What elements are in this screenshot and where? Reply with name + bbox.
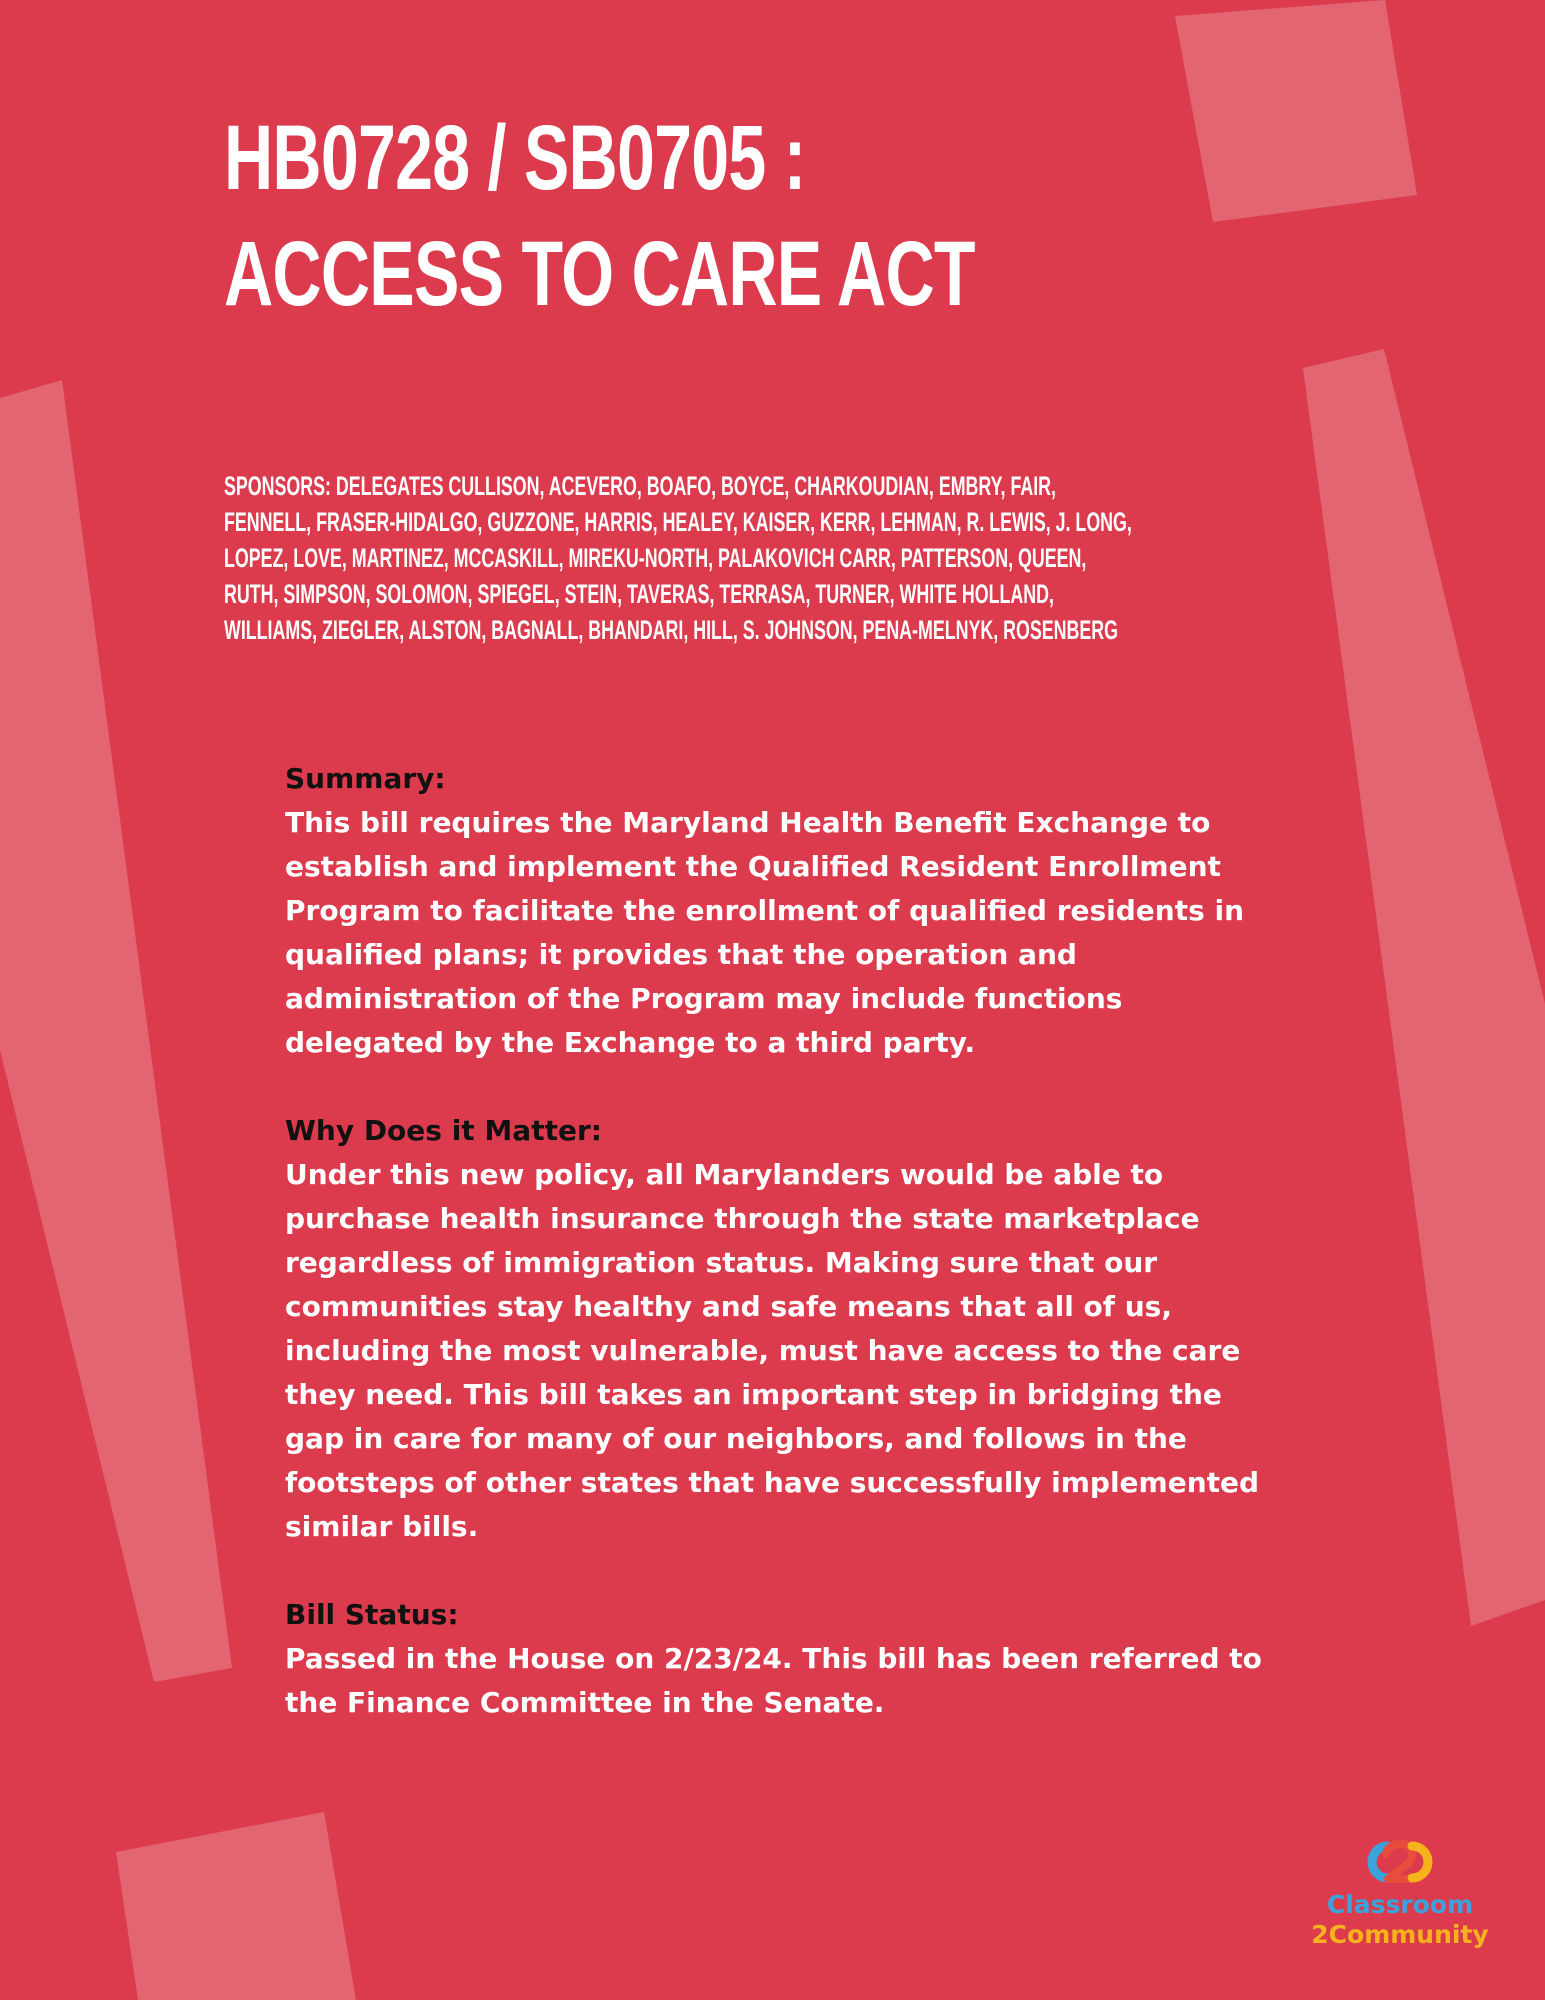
- decorative-shape-top-right: [1175, 0, 1417, 222]
- bill-status-heading: Bill Status:: [285, 1598, 459, 1631]
- c2c-logo-icon: [1348, 1836, 1452, 1888]
- decorative-shape-bottom-left: [116, 1812, 356, 2000]
- logo-line-classroom: Classroom: [1326, 1890, 1474, 1919]
- summary-text: This bill requires the Maryland Health Benefit Exchange to establish and implement the Qualified Resident Enrollment Program to facilitate the enrollment of qualified residents in qualified plans; it provides that the operation and administration of the Program may include functions delegated by the Exchange to a third party.: [285, 806, 1245, 1059]
- bill-details: [285, 757, 1285, 1769]
- logo-wordmark: [1300, 1890, 1500, 1950]
- sponsors-list: SPONSORS: DELEGATES CULLISON, ACEVERO, BOAFO, BOYCE, CHARKOUDIAN, EMBRY, FAIR, FENNELL, FRASER-HIDALGO, GUZZONE, HARRIS, HEALEY, KAISER, KERR, LEHMAN, R. LEWIS, J. LONG, LOPEZ, LOVE, MARTINEZ, MCCASKILL, MIREKU-NORTH, PALAKOVICH CARR, PATTERSON, QUEEN, RUTH, SIMPSON, SOLOMON, SPIEGEL, STEIN, TAVERAS, TERRASA, TURNER, WHITE HOLLAND, WILLIAMS, ZIEGLER, ALSTON, BAGNALL, BHANDARI, HILL, S. JOHNSON, PENA-MELNYK, ROSENBERG: [224, 471, 1132, 645]
- why-it-matters-heading: Why Does it Matter:: [285, 1114, 602, 1147]
- page-title: HB0728 / SB0705 : ACCESS TO CARE ACT: [224, 107, 975, 325]
- why-it-matters-section: [285, 1109, 1285, 1549]
- logo-line-community: 2Community: [1311, 1920, 1489, 1949]
- why-it-matters-text: Under this new policy, all Marylanders would be able to purchase health insurance through the state marketplace regardless of immigration status. Making sure that our communities stay healthy and safe means that all of us, including the most vulnerable, must have access to the care they need. This bill takes an important step in bridging the gap in care for many of our neighbors, and follows in the footsteps of other states that have successfully implemented similar bills.: [285, 1158, 1260, 1543]
- bill-status-section: [285, 1593, 1285, 1725]
- decorative-bar-right: [1303, 349, 1545, 1626]
- bill-status-text: Passed in the House on 2/23/24. This bill has been referred to the Finance Committee in the Senate.: [285, 1642, 1262, 1719]
- summary-section: [285, 757, 1285, 1065]
- classroom2community-logo: [1300, 1836, 1500, 1966]
- decorative-bar-left: [0, 380, 232, 1682]
- summary-heading: Summary:: [285, 762, 446, 795]
